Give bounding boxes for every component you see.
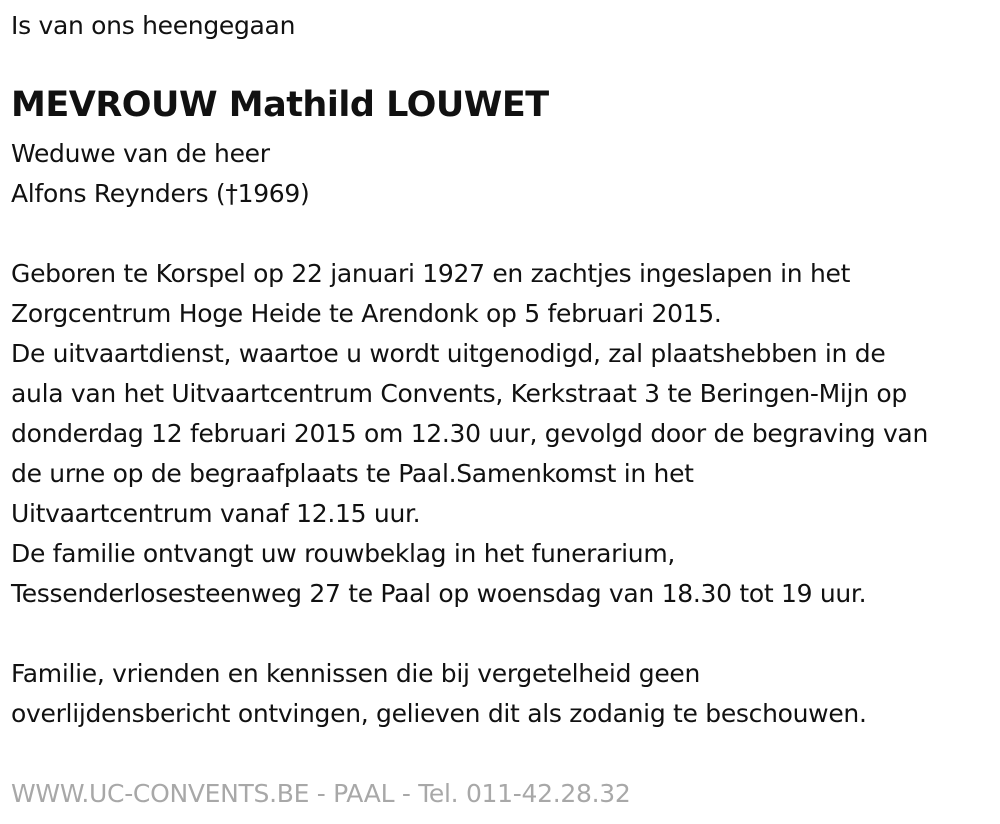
details-line: De uitvaartdienst, waartoe u wordt uitgenodigd, zal plaatshebben in de <box>11 339 886 368</box>
details-line: aula van het Uitvaartcentrum Convents, Kerkstraat 3 te Beringen-Mijn op <box>11 379 907 408</box>
closing-line: overlijdensbericht ontvingen, gelieven dit als zodanig te beschouwen. <box>11 699 867 728</box>
intro-text: Is van ons heengegaan <box>11 11 296 40</box>
details-line: De familie ontvangt uw rouwbeklag in het funerarium, <box>11 539 676 568</box>
funeral-home-footer: WWW.UC-CONVENTS.BE - PAAL - Tel. 011-42.28.32 <box>11 779 631 808</box>
spouse-line: Alfons Reynders (†1969) <box>11 179 310 208</box>
details-line: Tessenderlosesteenweg 27 te Paal op woensdag van 18.30 tot 19 uur. <box>11 579 867 608</box>
deceased-name: MEVROUW Mathild LOUWET <box>11 85 549 125</box>
details-line: donderdag 12 februari 2015 om 12.30 uur, gevolgd door de begraving van <box>11 419 929 448</box>
spouse-line: Weduwe van de heer <box>11 139 270 168</box>
details-line: de urne op de begraafplaats te Paal.Samenkomst in het <box>11 459 694 488</box>
details-line: Geboren te Korspel op 22 januari 1927 en zachtjes ingeslapen in het <box>11 259 851 288</box>
details-line: Uitvaartcentrum vanaf 12.15 uur. <box>11 499 421 528</box>
closing-line: Familie, vrienden en kennissen die bij vergetelheid geen <box>11 659 701 688</box>
details-line: Zorgcentrum Hoge Heide te Arendonk op 5 februari 2015. <box>11 299 722 328</box>
funeral-details <box>11 254 928 614</box>
spouse-info <box>11 134 309 214</box>
closing-note <box>11 654 867 734</box>
